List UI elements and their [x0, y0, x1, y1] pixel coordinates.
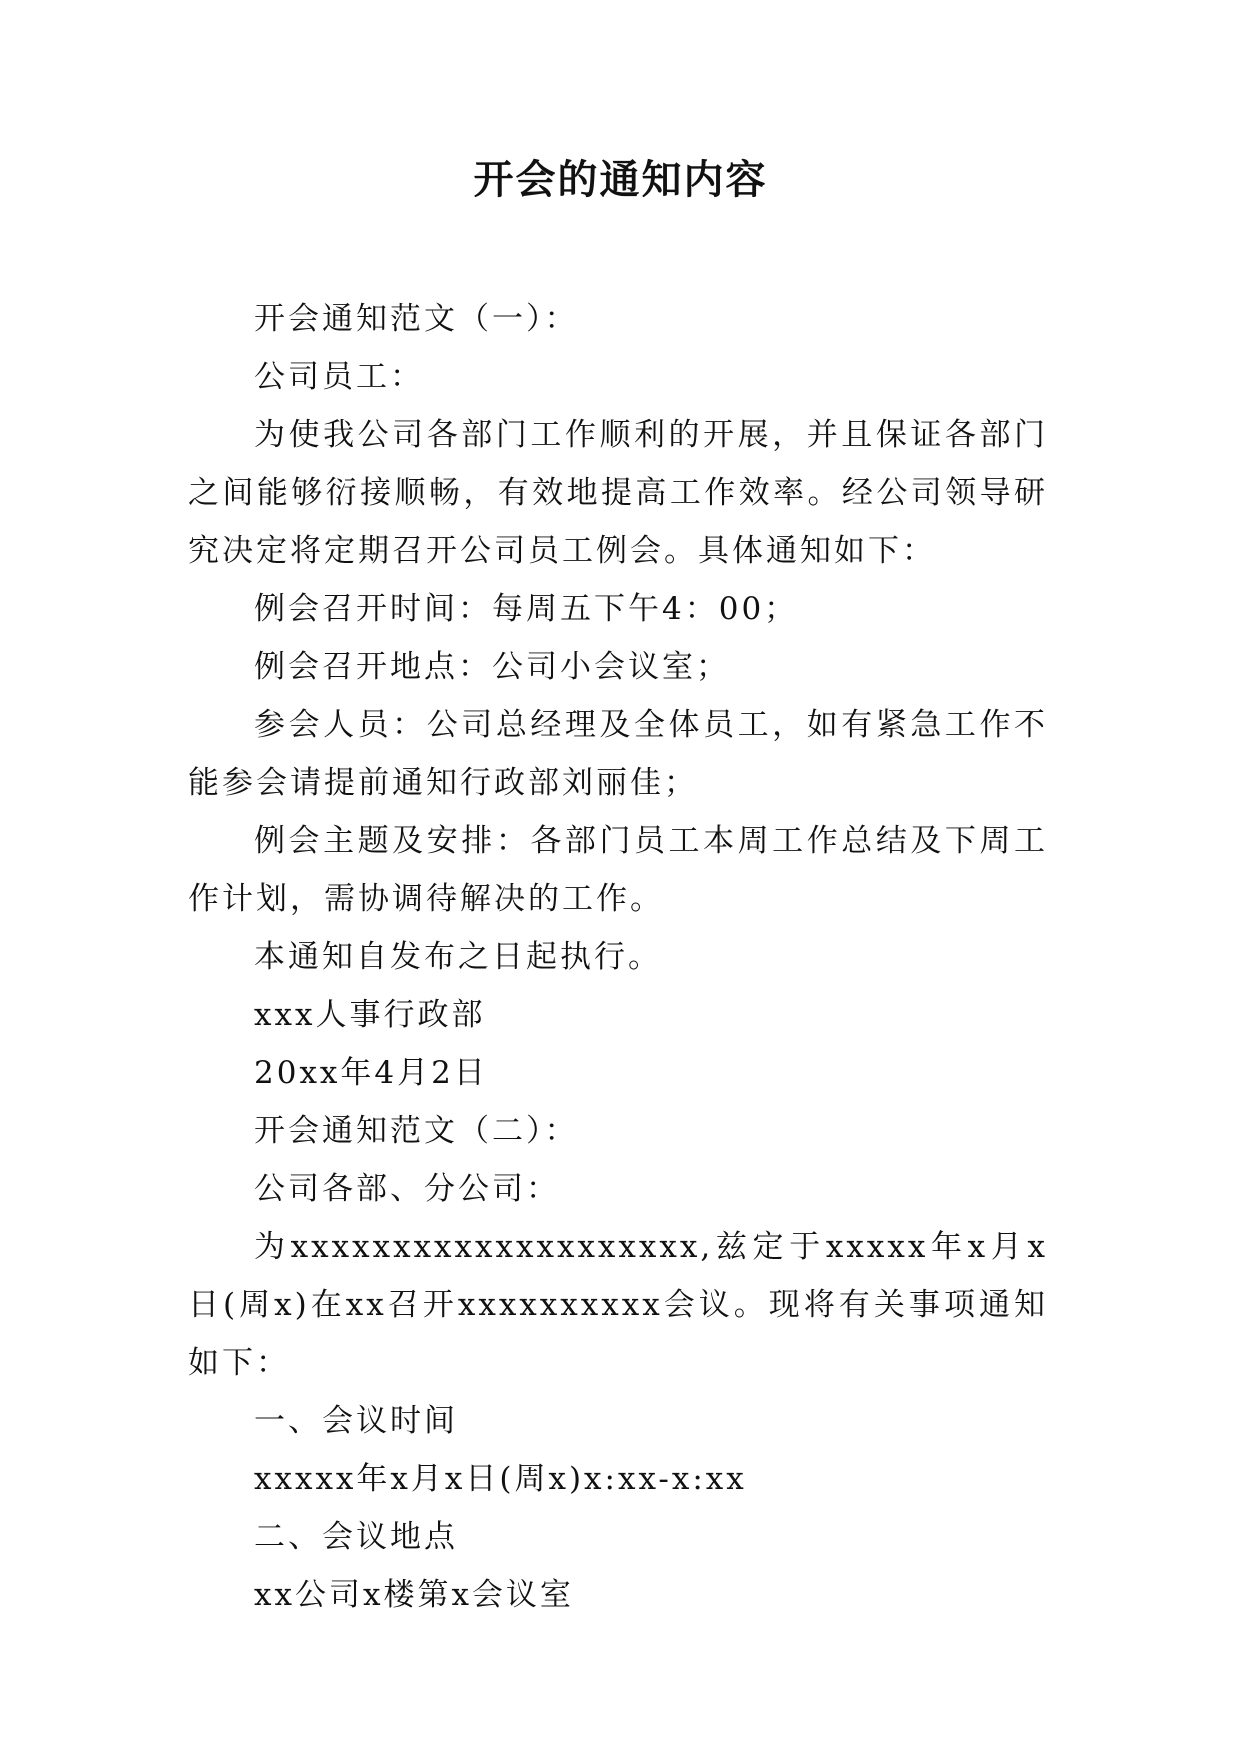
paragraph-issuer: xxx人事行政部	[254, 997, 486, 1033]
paragraph-section-time-heading: 一、会议时间	[254, 1403, 458, 1439]
paragraph-date: 20xx年4月2日	[254, 1055, 488, 1091]
document-body	[188, 290, 1048, 1624]
paragraph-meeting-location: 例会召开地点：公司小会议室；	[254, 649, 730, 685]
paragraph-announcement: 为xxxxxxxxxxxxxxxxxxxx,兹定于xxxxx年x月x日(周x)在xx召开xxxxxxxxxx会议。现将有关事项通知如下：	[188, 1229, 1048, 1381]
paragraph-section-time-value: xxxxx年x月x日(周x)x:xx-x:xx	[254, 1461, 747, 1497]
paragraph-sample-two-heading: 开会通知范文（二）：	[254, 1113, 579, 1149]
paragraph-sample-one-heading: 开会通知范文（一）：	[254, 301, 579, 337]
paragraph-salutation-staff: 公司员工：	[254, 359, 424, 395]
paragraph-meeting-time: 例会召开时间：每周五下午4：00；	[254, 591, 799, 627]
paragraph-section-location-heading: 二、会议地点	[254, 1519, 458, 1555]
paragraph-agenda: 例会主题及安排：各部门员工本周工作总结及下周工作计划，需协调待解决的工作。	[188, 823, 1048, 917]
paragraph-attendees: 参会人员：公司总经理及全体员工，如有紧急工作不能参会请提前通知行政部刘丽佳；	[188, 707, 1048, 801]
paragraph-effective: 本通知自发布之日起执行。	[254, 939, 662, 975]
document-title: 开会的通知内容	[473, 157, 768, 203]
paragraph-section-location-value: xx公司x楼第x会议室	[254, 1577, 574, 1613]
paragraph-purpose: 为使我公司各部门工作顺利的开展，并且保证各部门之间能够衍接顺畅，有效地提高工作效率。经公司领导研究决定将定期召开公司员工例会。具体通知如下：	[188, 417, 1048, 569]
paragraph-salutation-branches: 公司各部、分公司：	[254, 1171, 560, 1207]
